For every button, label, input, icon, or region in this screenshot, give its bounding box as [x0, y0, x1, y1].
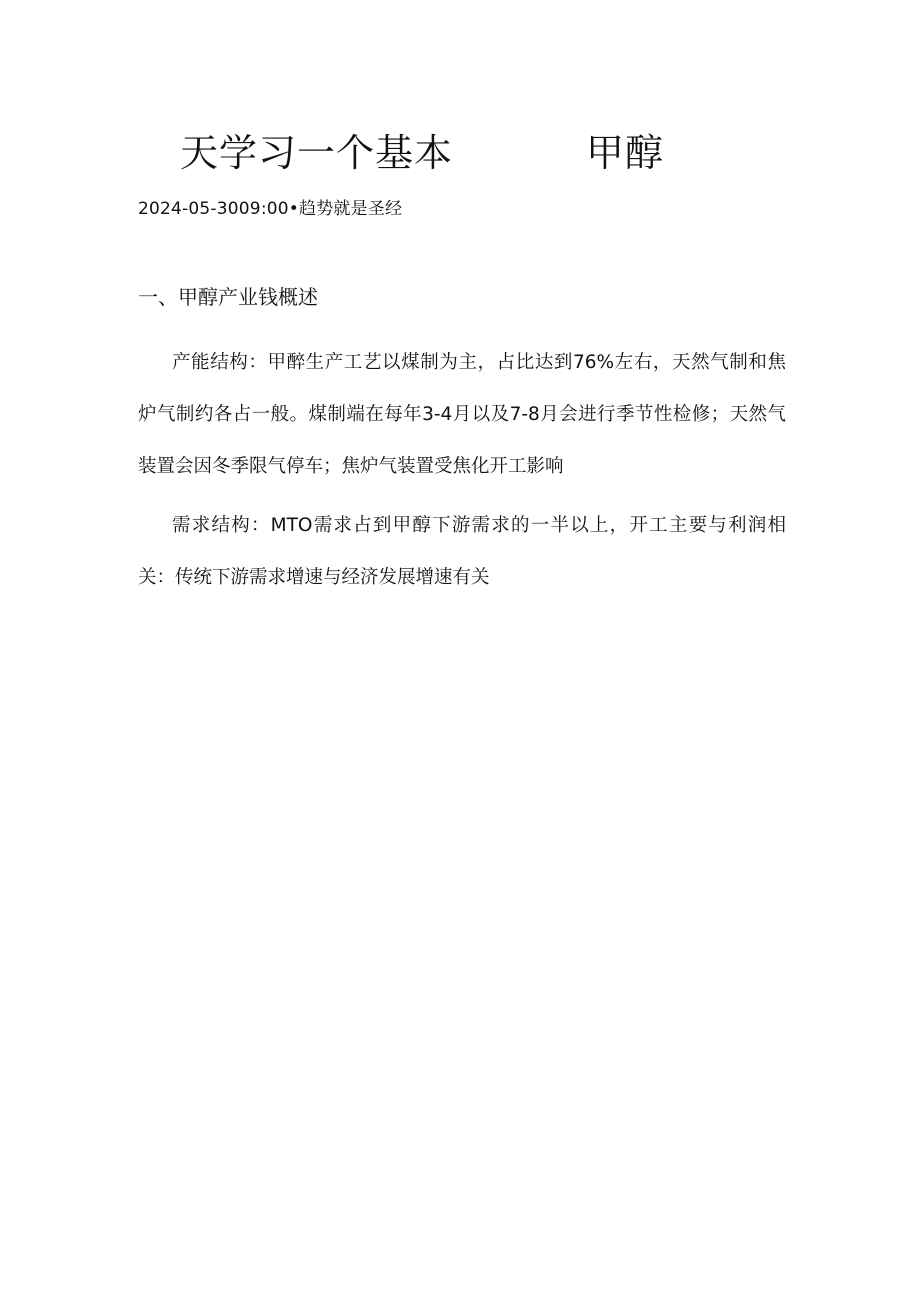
title-topic-text: 甲醇: [586, 131, 665, 175]
paragraph-capacity-structure: 产能结构：甲醉生产工艺以煤制为主，占比达到76%左右，天然气制和焦炉气制约各占一般。煤制端在每年3-4月以及7-8月会进行季节性检修；天然气装置会因冬季限气停车；焦炉气装置受焦化开工影响: [138, 352, 786, 477]
paragraph-demand-structure: 需求结构：MTO需求占到甲醇下游需求的一半以上，开工主要与利润相关：传统下游需求增速与经济发展增速有关: [138, 515, 786, 588]
title-main-text: 天学习一个基本: [180, 131, 454, 175]
publish-meta-line: 2024-05-3009:00•趋势就是圣经: [138, 199, 403, 219]
page-title: [180, 128, 740, 178]
section-heading: 一、甲醇产业钱概述: [138, 285, 318, 309]
